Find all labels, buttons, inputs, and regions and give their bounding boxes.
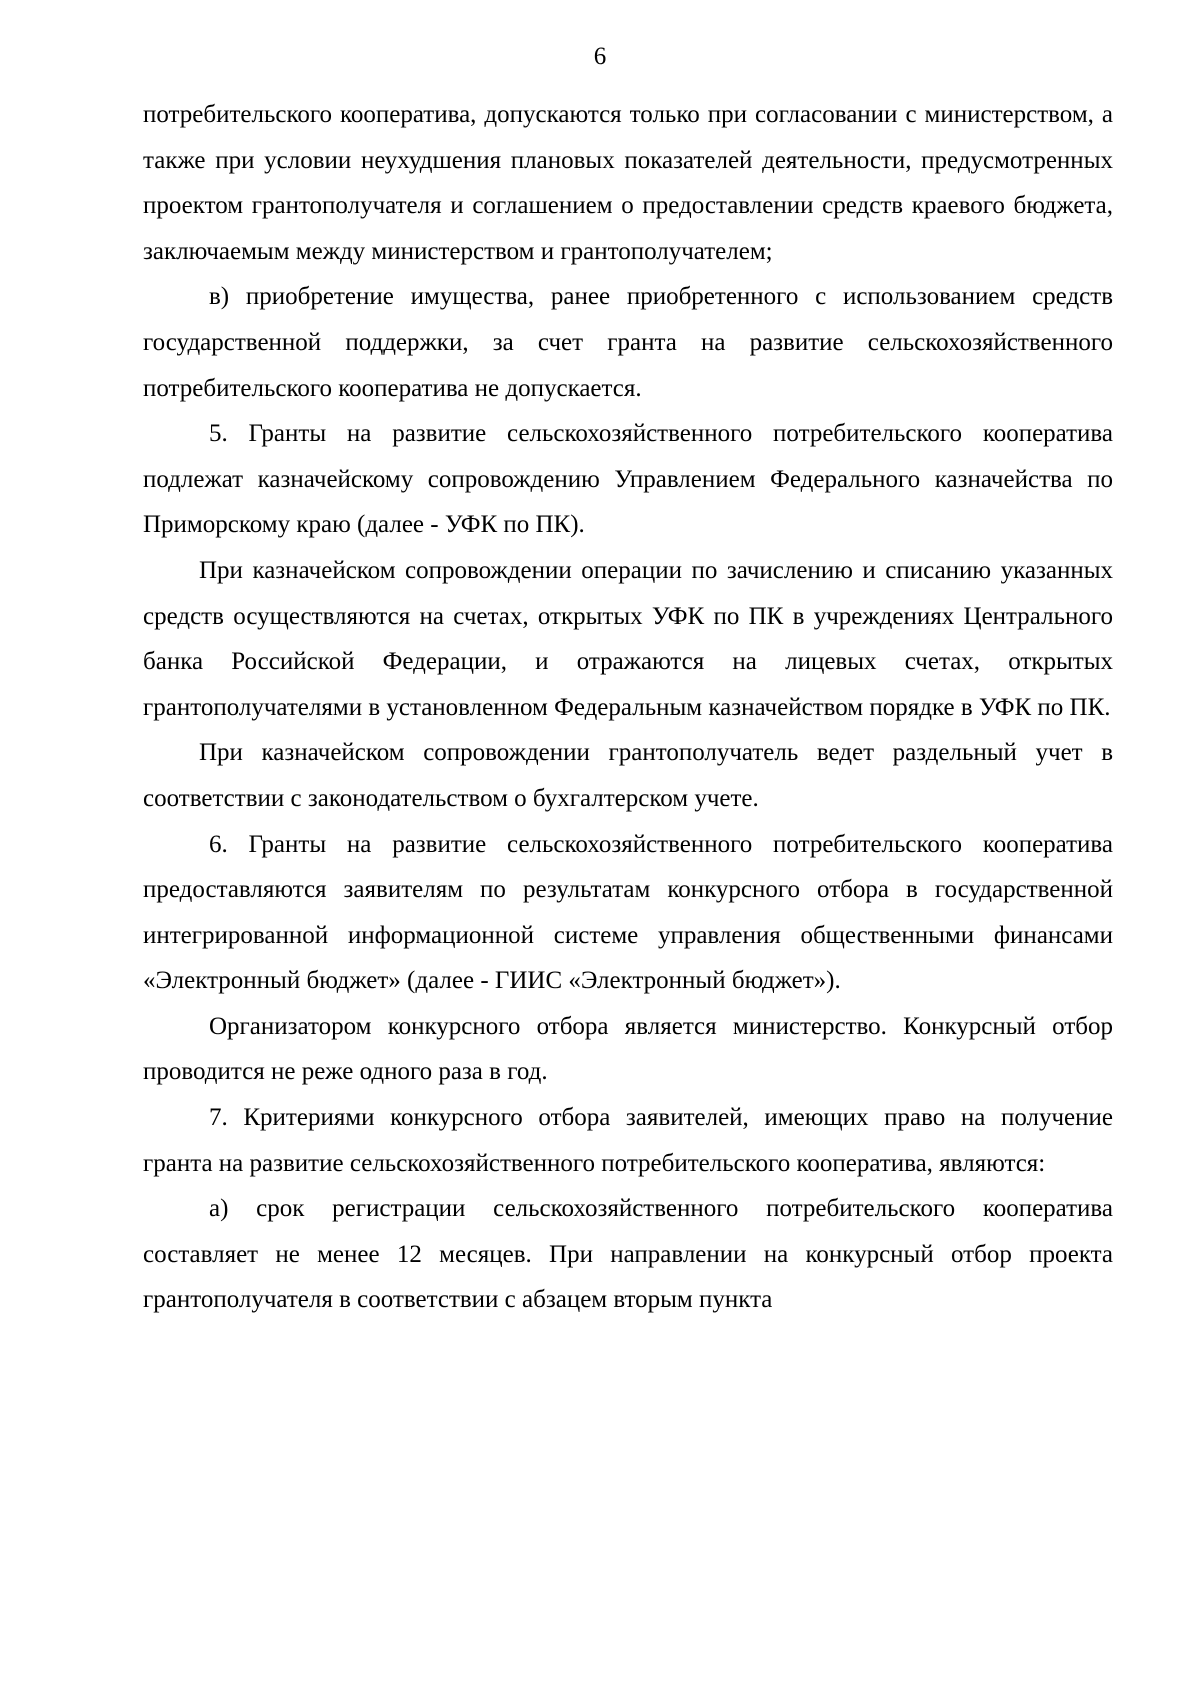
paragraph: 6. Гранты на развитие сельскохозяйственного потребительского кооператива предоставляются заявителям по результатам конкурсного отбора в государственной интегрированной информационной системе управления общественными финансами «Электронный бюджет» (далее - ГИИС «Электронный бюджет»).	[143, 830, 1113, 995]
paragraph: Организатором конкурсного отбора является министерство. Конкурсный отбор проводится не реже одного раза в год.	[143, 1012, 1113, 1086]
paragraph: 7. Критериями конкурсного отбора заявителей, имеющих право на получение гранта на развитие сельскохозяйственного потребительского кооператива, являются:	[143, 1104, 1113, 1177]
paragraph: 5. Гранты на развитие сельскохозяйственного потребительского кооператива подлежат казначейскому сопровождению Управлением Федерального казначейства по Приморскому краю (далее - УФК по ПК).	[143, 420, 1113, 539]
paragraph: а) срок регистрации сельскохозяйственного потребительского кооператива составляет не менее 12 месяцев. При направлении на конкурсный отбор проекта грантополучателя в соответствии с абзацем вторым пункта	[143, 1195, 1113, 1314]
paragraph: При казначейском сопровождении операции по зачислению и списанию указанных средств осуществляются на счетах, открытых УФК по ПК в учреждениях Центрального банка Российской Федерации, и отражаются на лицевых счетах, открытых грантополучателями в установленном Федеральным казначейством порядке в УФК по ПК.	[143, 556, 1113, 721]
page-number: 6	[593, 43, 607, 70]
document-body	[143, 92, 1113, 1323]
paragraph: При казначейском сопровождении грантополучатель ведет раздельный учет в соответствии с законодательством о бухгалтерском учете.	[143, 739, 1113, 812]
paragraph: в) приобретение имущества, ранее приобретенного с использованием средств государственной поддержки, за счет гранта на развитие сельскохозяйственного потребительского кооператива не допускается.	[143, 283, 1113, 402]
paragraph: потребительского кооператива, допускаются только при согласовании с министерством, а также при условии неухудшения плановых показателей деятельности, предусмотренных проектом грантополучателя и соглашением о предоставлении средств краевого бюджета, заключаемым между министерством и грантополучателем;	[143, 101, 1113, 265]
